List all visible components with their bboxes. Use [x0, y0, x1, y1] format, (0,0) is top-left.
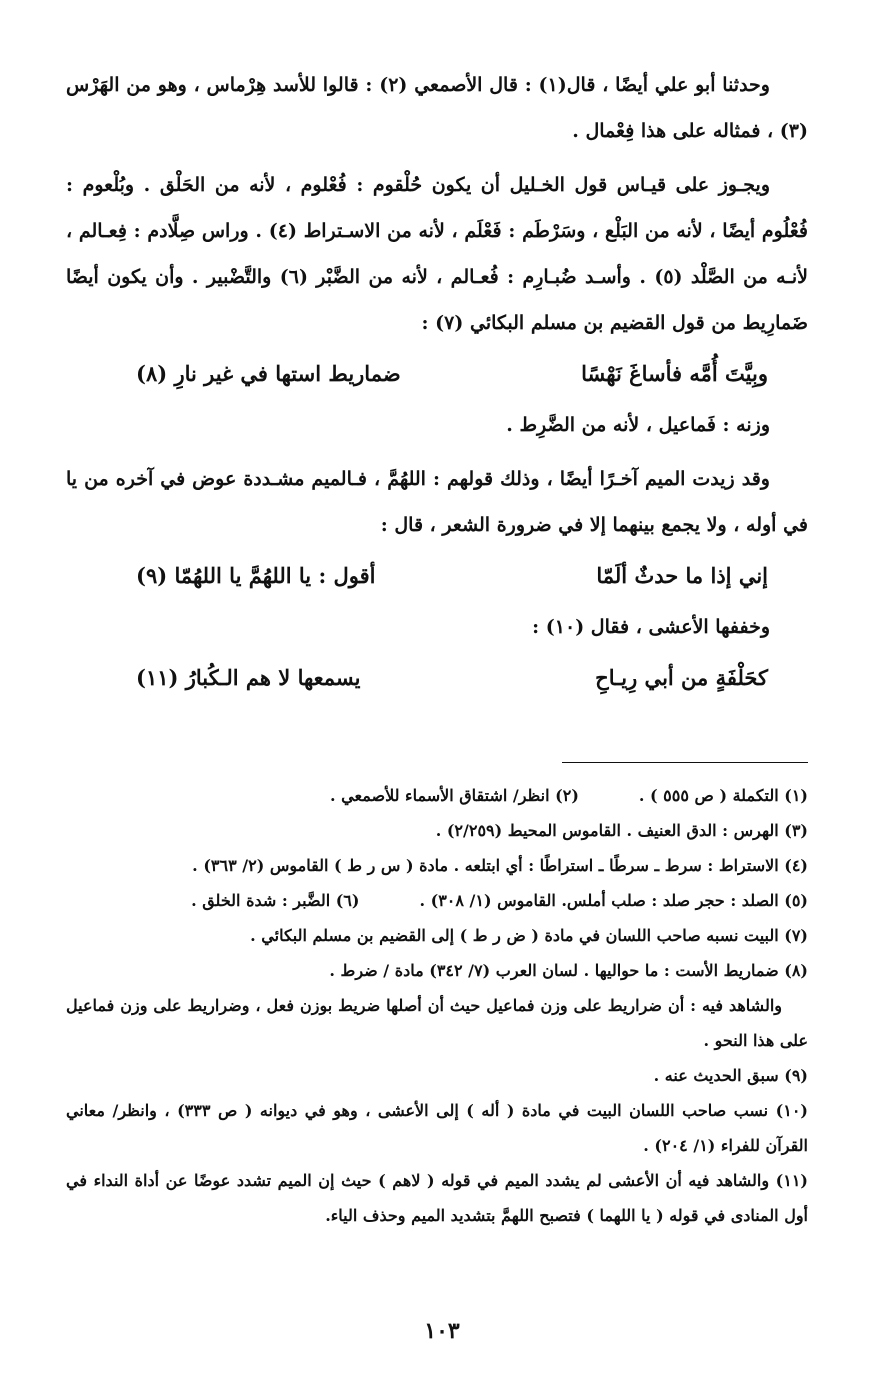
footnote-row-5-6	[66, 883, 808, 918]
footnote-separator	[562, 762, 808, 763]
paragraph-3: وزنه : فَماعيل ، لأنه من الضَّرِط .	[506, 414, 770, 436]
footnote-4: (٤) الاستراط : سرط ـ سرطًا ـ استراطًا : أي ابتلعه . مادة ( س ر ط ) القاموس (٢/ ٣٦٣) .	[192, 856, 808, 875]
verse-2-right-hemistich: إني إذا ما حدثٌ ألَمّا	[596, 563, 768, 588]
footnote-3: (٣) الهرس : الدق العنيف . القاموس المحيط (٢/٢٥٩) .	[435, 821, 808, 840]
footnote-2: (٢) انظر/ اشتقاق الأسماء للأصمعي .	[330, 786, 579, 805]
footnotes	[66, 778, 808, 1233]
verse-3-left-hemistich: يسمعها لا هم الـكُبارُ (١١)	[136, 665, 361, 690]
page-number: ١٠٣	[424, 1318, 460, 1344]
footnote-11: (١١) والشاهد فيه أن الأعشى لم يشدد الميم في قوله ( لاهم ) حيث إن الميم تشدد عوضًا عن أداة النداء في أول المنادى في قوله ( يا اللهما ) فتصبح اللهمَّ بتشديد الميم وحذف الياء.	[66, 1171, 808, 1225]
footnote-8: (٨) ضماريط الأست : ما حواليها . لسان العرب (٧/ ٣٤٢) مادة / ضرط .	[329, 961, 808, 980]
verse-1-right-hemistich: وبِيَّتَ أُمَّه فأساغَ نَهْسًا	[581, 361, 768, 386]
paragraph-5: وخففها الأعشى ، فقال (١٠) :	[532, 616, 770, 638]
verse-1	[66, 346, 808, 402]
verse-3	[66, 650, 808, 706]
verse-2-left-hemistich: أقول : يا اللهُمَّ يا اللهُمّا (٩)	[136, 563, 376, 588]
paragraph-1: وحدثنا أبو علي أيضًا ، قال(١) : قال الأصمعي (٢) : قالوا للأسد هِرْماس ، وهو من الهَرْس (٣) ، فمثاله على هذا فِعْمال .	[66, 74, 808, 142]
footnote-8-witness: والشاهد فيه : أن ضراريط على وزن فماعيل حيث أن أصلها ضريط بوزن فعل ، وضراريط على وزن فماعيل على هذا النحو .	[66, 996, 808, 1050]
verse-2	[66, 548, 808, 604]
verse-1-left-hemistich: ضماريط استها في غير نارِ (٨)	[136, 361, 401, 386]
footnote-7: (٧) البيت نسبه صاحب اللسان في مادة ( ض ر ط ) إلى القضيم بن مسلم البكائي .	[250, 926, 808, 945]
footnote-1: (١) التكملة ( ص ٥٥٥ ) .	[638, 786, 808, 805]
footnote-row-1-2	[66, 778, 808, 813]
paragraph-4: وقد زيدت الميم آخـرًا أيضًا ، وذلك قولهم : اللهُمَّ ، فـالميم مشـددة عوض في آخره من يا في أوله ، ولا يجمع بينهما إلا في ضرورة الشعر ، قال :	[66, 468, 808, 536]
paragraph-2: ويجـوز على قيـاس قول الخـليل أن يكون حُلْقوم : فُعْلوم ، لأنه من الحَلْق . وبُلْعوم : فُعْلُوم أيضًا ، لأنه من البَلْع ، وسَرْطَم : فَعْلَم ، لأنه من الاسـتراط (٤) . وراس صِلَّادم : فِعـالم ، لأنـه من الصَّلْد (٥) . وأسـد ضُبـارِم : فُعـالم ، لأنه من الضَّبْر (٦) والتَّضْبير . وأن يكون أيضًا ضَمارِيط من قول القضيم بن مسلم البكائي (٧) :	[66, 174, 809, 334]
footnote-9: (٩) سبق الحديث عنه .	[653, 1066, 808, 1085]
verse-3-right-hemistich: كحَلْفَةٍ من أبي رِيـاحِ	[595, 665, 768, 690]
footnote-6: (٦) الضَّبر : شدة الخلق .	[191, 891, 360, 910]
footnote-10: (١٠) نسب صاحب اللسان البيت في مادة ( أله ) إلى الأعشى ، وهو في ديوانه ( ص ٣٣٣) ، وانظر/ معاني القرآن للفراء (١/ ٢٠٤) .	[66, 1101, 808, 1155]
footnote-5: (٥) الصلد : حجر صلد : صلب أملس. القاموس (١/ ٣٠٨) .	[419, 891, 808, 910]
main-text	[66, 62, 808, 706]
